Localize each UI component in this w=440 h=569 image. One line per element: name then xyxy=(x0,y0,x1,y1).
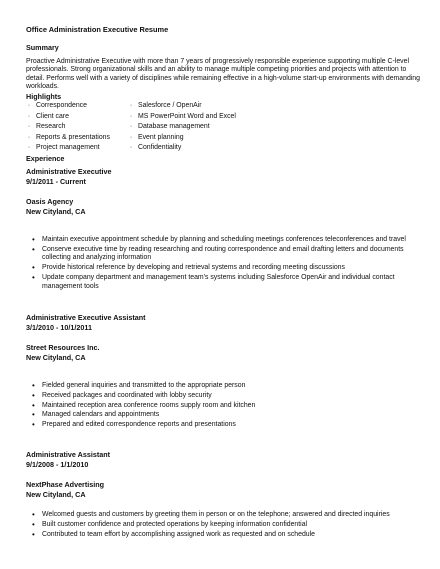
highlight-item: · Database management xyxy=(128,122,236,133)
highlight-item: · Event planning xyxy=(128,133,236,144)
list-item: • Received packages and coordinated with lobby security xyxy=(32,390,212,400)
job-location: New Cityland, CA xyxy=(26,207,86,216)
job-title: Administrative Assistant xyxy=(26,450,111,459)
highlight-item: · Confidentiality xyxy=(128,143,236,154)
list-item: • Update company department and management team's systems including Salesforce OpenAir and individual contact management tools xyxy=(32,272,395,290)
experience-heading: Experience xyxy=(26,154,65,163)
bullet-icon: · xyxy=(129,133,133,141)
bullet-icon: • xyxy=(32,420,35,430)
list-item: • Conserve executive time by reading researching and routing correspondence and email drafting letters and documents collecting and analyzing information xyxy=(32,244,404,262)
bullet-icon: • xyxy=(32,400,35,410)
highlight-item: · Project management xyxy=(26,143,110,154)
list-item: • Maintained reception area conference rooms supply room and kitchen xyxy=(32,400,256,410)
bullet-icon: · xyxy=(27,112,31,120)
job-bullets xyxy=(26,511,421,540)
bullet-icon: • xyxy=(32,510,35,519)
list-item: • Welcomed guests and customers by greeting them in person or on the telephone; answered and directed inquiries xyxy=(32,510,390,519)
job-location: New Cityland, CA xyxy=(26,353,86,362)
list-item: • Built customer confidence and protected operations by keeping information confidential xyxy=(32,519,308,529)
highlights-heading: Highlights xyxy=(26,92,62,101)
highlight-item: · MS PowerPoint Word and Excel xyxy=(128,112,236,123)
highlight-item: · Research xyxy=(26,122,110,133)
list-item: • Maintain executive appointment schedule by planning and scheduling meetings conferences teleconferences and travel xyxy=(32,235,406,244)
highlights-left-list xyxy=(26,101,110,154)
bullet-icon: · xyxy=(129,144,133,151)
summary-heading: Summary xyxy=(26,43,59,52)
job-bullets xyxy=(26,236,421,292)
list-item: • Provide historical reference by developing and retrieval systems and recording meeting discussions xyxy=(32,263,345,273)
summary-text: Proactive Administrative Executive with more than 7 years of progressively responsible experience supporting multiple C-level professionals. Strong organizational skills and an ability to manage multiple competing priorities and projects with attention to detail. Performs well with a variety of disciplines while remaining effective in a high-volume start-up environments with demanding workloads. xyxy=(26,58,420,90)
job-title: Administrative Executive Assistant xyxy=(26,313,146,322)
list-item: • Managed calendars and appointments xyxy=(32,410,160,420)
highlight-item: · Client care xyxy=(26,112,110,123)
list-item: • Fielded general inquiries and transmitted to the appropriate person xyxy=(32,381,246,390)
job-dates: 3/1/2010 - 10/1/2011 xyxy=(26,323,92,332)
resume-title: Office Administration Executive Resume xyxy=(26,25,169,34)
job-dates: 9/1/2011 - Current xyxy=(26,177,86,186)
highlights-right-list xyxy=(128,101,236,154)
bullet-icon: • xyxy=(32,263,35,273)
list-item: • Prepared and edited correspondence reports and presentations xyxy=(32,420,236,430)
bullet-icon: · xyxy=(129,112,133,120)
bullet-icon: • xyxy=(32,529,35,539)
job-company: Street Resources Inc. xyxy=(26,343,100,352)
bullet-icon: • xyxy=(32,390,35,400)
job-company: Oasis Agency xyxy=(26,197,74,206)
bullet-icon: • xyxy=(32,244,35,254)
highlight-item: · Salesforce / OpenAir xyxy=(128,101,236,112)
highlight-item: · Reports & presentations xyxy=(26,133,110,144)
job-dates: 9/1/2008 - 1/1/2010 xyxy=(26,460,89,469)
bullet-icon: · xyxy=(129,123,133,130)
bullet-icon: • xyxy=(32,519,35,529)
highlight-item: · Correspondence xyxy=(26,101,110,112)
job-location: New Cityland, CA xyxy=(26,490,86,499)
job-bullets xyxy=(26,382,421,431)
bullet-icon: • xyxy=(32,235,35,244)
bullet-icon: • xyxy=(32,381,35,390)
job-company: NextPhase Advertising xyxy=(26,480,105,489)
bullet-icon: · xyxy=(129,102,133,109)
bullet-icon: · xyxy=(27,144,31,151)
list-item: • Contributed to team effort by accomplishing assigned work as requested and on schedule xyxy=(32,529,315,539)
bullet-icon: · xyxy=(27,133,31,141)
bullet-icon: · xyxy=(27,102,31,109)
job-title: Administrative Executive xyxy=(26,167,112,176)
bullet-icon: • xyxy=(32,272,35,282)
bullet-icon: • xyxy=(32,410,35,420)
bullet-icon: · xyxy=(27,123,31,130)
